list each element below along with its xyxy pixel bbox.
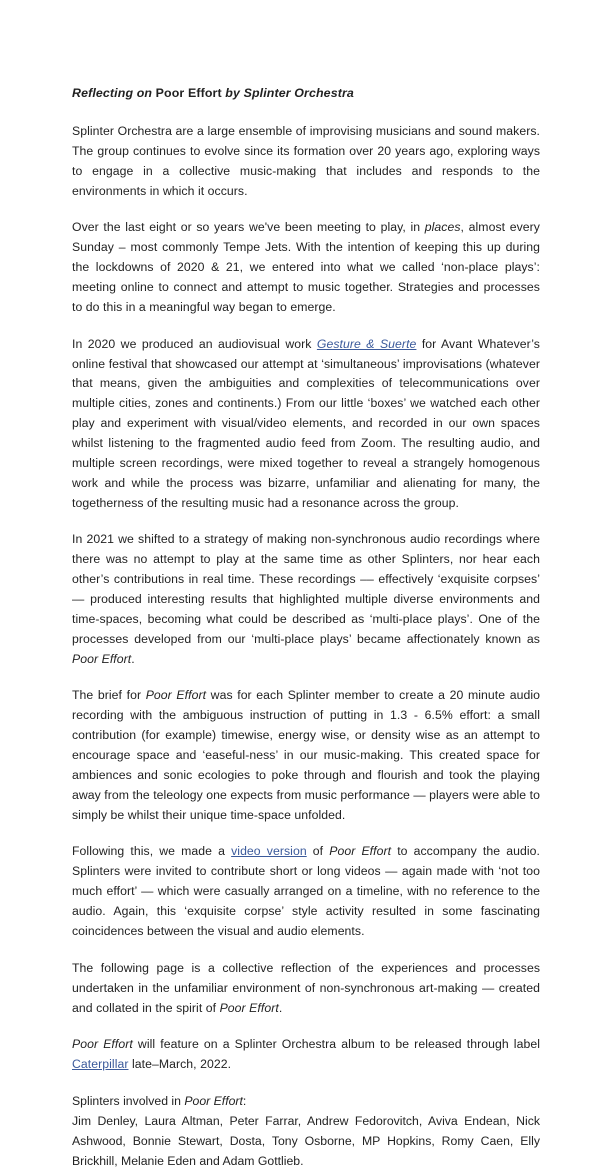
credits-lead-text-b: : <box>242 1094 247 1109</box>
paragraph-album-release <box>72 1035 540 1075</box>
paragraph-2020-text-a: In 2020 we produced an audiovisual work <box>72 336 317 351</box>
paragraph-non-place-plays-text-a: Over the last eight or so years we've been meeting to play, in <box>72 220 425 235</box>
emphasis-poor-effort-p5: Poor Effort <box>145 688 207 703</box>
title-part-poor-effort: Poor Effort <box>155 86 222 100</box>
page-title <box>72 85 540 103</box>
emphasis-places: places <box>424 220 461 235</box>
emphasis-poor-effort-credits: Poor Effort <box>184 1094 243 1109</box>
paragraph-2021-text-b: . <box>131 651 135 666</box>
emphasis-poor-effort-p6: Poor Effort <box>329 844 392 859</box>
title-part-reflecting-on: Reflecting on <box>72 86 156 100</box>
credits-names-list: Jim Denley, Laura Altman, Peter Farrar, Andrew Fedorovitch, Aviva Endean, Nick Ashwood, Bonnie Stewart, Dosta, Tony Osborne, MP Hopkins, Romy Caen, Elly Brickhill, Melanie Eden and Adam Gottlieb. <box>72 1113 540 1168</box>
paragraph-non-place-plays <box>72 218 540 317</box>
paragraph-2020-audiovisual <box>72 335 540 514</box>
paragraph-non-place-plays-text-b: , almost every Sunday – most commonly Tempe Jets. With the intention of keeping this up during the lockdowns of 2020 & 21, we entered into what we called ‘non-place plays’: meeting online to connect and attempt to music together. Strategies and processes to do this in a meaningful way began to emerge. <box>72 220 540 314</box>
paragraph-following-text-b: . <box>278 1000 283 1015</box>
paragraph-video-text-b: of <box>306 844 330 859</box>
credits-lead-text-a: Splinters involved in <box>72 1094 185 1109</box>
credits-block <box>72 1092 540 1171</box>
paragraph-2020-text-b: for Avant Whatever’s online festival that showcased our attempt at ‘simultaneous’ improvisations (whatever that means, given the ambiguities and complexities of telecommunications over multiple cities, zones and continents.) From our little ‘boxes’ we watched each other play and experiment with visual/video elements, and recorded in our own spaces whilst listening to the fragmented audio feed from Zoom. The resulting audio, and multiple screen recordings, were mixed together to reveal a strangely homogenous work and while the process was bizarre, unfamiliar and alienating for many, the togetherness of the resulting music had a resonance across the group. <box>72 336 540 510</box>
emphasis-poor-effort-p8: Poor Effort <box>72 1037 133 1052</box>
title-part-by-splinter-orchestra: by Splinter Orchestra <box>221 86 354 100</box>
paragraph-brief-text-a: The brief for <box>72 688 146 703</box>
link-caterpillar[interactable]: Caterpillar <box>72 1057 129 1072</box>
paragraph-intro <box>72 122 540 201</box>
paragraph-following-text-a: The following page is a collective reflection of the experiences and processes undertaken in the unfamiliar environment of non-synchronous art-making — created and collated in the spirit of <box>72 960 540 1015</box>
paragraph-video-version <box>72 842 540 941</box>
paragraph-2021-text-a: In 2021 we shifted to a strategy of making non-synchronous audio recordings where there was no attempt to play at the same time as other Splinters, nor hear each other’s contributions in real time. These recordings –– effectively ‘exquisite corpses’ — produced interesting results that highlighted multiple diverse environments and time-spaces, becoming what could be described as ‘multi-place plays’. One of the processes developed from our ‘multi-place plays’ became affectionately known as <box>72 532 540 646</box>
emphasis-poor-effort-p4: Poor Effort <box>72 651 132 666</box>
emphasis-poor-effort-p7: Poor Effort <box>219 1000 279 1015</box>
link-gesture-and-suerte[interactable]: Gesture & Suerte <box>316 336 417 351</box>
link-video-version[interactable]: video version <box>231 844 307 859</box>
paragraph-album-text-a: will feature on a Splinter Orchestra album to be released through label <box>132 1037 540 1052</box>
paragraph-the-brief <box>72 686 540 825</box>
paragraph-following-page <box>72 959 540 1019</box>
credits-lead-line <box>72 1092 540 1112</box>
paragraph-brief-text-b: was for each Splinter member to create a 20 minute audio recording with the ambiguous instruction of putting in 1.3 - 6.5% effort: a small contribution (for example) timewise, energy wise, or density wise as an attempt to encourage space and ‘easeful-ness’ in our music-making. This created space for ambiences and sonic ecologies to poke through and flourish and took the playing away from the teleology one expects from music performance — players were able to simply be whilst their unique time-space unfolded. <box>72 688 540 822</box>
paragraph-album-text-b: late–March, 2022. <box>128 1057 232 1072</box>
paragraph-2021-strategy <box>72 530 540 669</box>
paragraph-video-text-c: to accompany the audio. Splinters were invited to contribute short or long videos — again made with ‘not too much effort’ — which were casually arranged on a timeline, with no reference to the audio. Again, this ‘exquisite corpse’ style activity resulted in some fascinating coincidences between the visual and audio elements. <box>72 844 540 938</box>
paragraph-intro-text: Splinter Orchestra are a large ensemble of improvising musicians and sound makers. The group continues to evolve since its formation over 20 years ago, exploring ways to engage in a collective music-making that includes and responds to the environments in which it occurs. <box>72 123 540 198</box>
paragraph-video-text-a: Following this, we made a <box>72 844 232 859</box>
